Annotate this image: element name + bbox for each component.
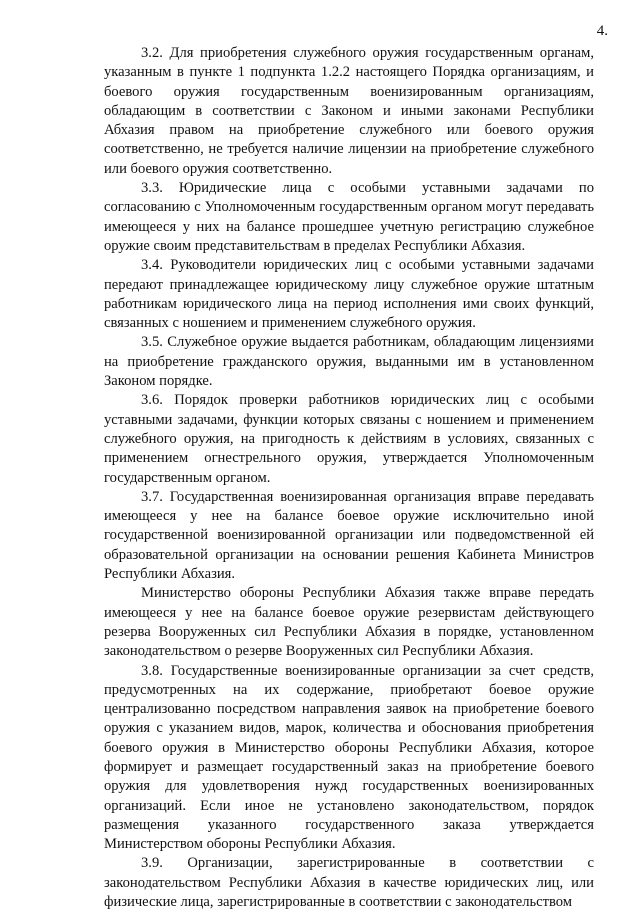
paragraph-3-7-continued: Министерство обороны Республики Абхазия также вправе передать имеющееся у нее на балансе боевое оружие резервистам действующего резерва Вооруженных сил Республики Абхазия в порядке, установленном законодательством о резерве Вооруженных сил Республики Абхазия. — [104, 585, 594, 660]
paragraph-3-6: 3.6. Порядок проверки работников юридических лиц с особыми уставными задачами, функции которых связаны с ношением и применением служебного оружия, на пригодность к действиям в условиях, связанных с применением огнестрельного оружия, утверждается Уполномоченным государственным органом. — [104, 392, 594, 486]
paragraph-3-5: 3.5. Служебное оружие выдается работникам, обладающим лицензиями на приобретение гражданского оружия, выданными им в установленном Законом порядке. — [104, 334, 594, 390]
paragraph-3-8: 3.8. Государственные военизированные организации за счет средств, предусмотренных на их содержание, приобретают боевое оружие централизованно посредством направления заявок на приобретение боевого оружия с указанием видов, марок, количества и обоснования приобретения боевого оружия в Министерство обороны Республики Абхазия, которое формирует и размещает государственный заказ на приобретение боевого оружия для удовлетворения нужд государственных военизированных организаций. Если иное не установлено законодательством, порядок размещения указанного государственного заказа утверждается Министерством обороны Республики Абхазия. — [104, 662, 594, 853]
paragraph-3-4: 3.4. Руководители юридических лиц с особыми уставными задачами передают принадлежащее юридическому лицу служебное оружие штатным работникам юридического лица на период исполнения ими своих функций, связанных с ношением и применением служебного оружия. — [104, 257, 594, 332]
paragraph-3-9: 3.9. Организации, зарегистрированные в соответствии с законодательством Республики Абхазия в качестве юридических лиц, или физические лица, зарегистрированные в соответствии с законодательством — [104, 855, 594, 911]
paragraph-3-2: 3.2. Для приобретения служебного оружия государственным органам, указанным в пункте 1 подпункта 1.2.2 настоящего Порядка организациям, и боевого оружия государственным военизированным организациям, обладающим в соответствии с Законом и иными законами Республики Абхазия правом на приобретение служебного или боевого оружия соответственно, не требуется наличие лицензии на приобретение служебного или боевого оружия соответственно. — [104, 45, 594, 177]
document-body — [104, 44, 594, 912]
page-number: 4. — [596, 23, 608, 39]
paragraph-3-3: 3.3. Юридические лица с особыми уставными задачами по согласованию с Уполномоченным государственным органом могут передавать имеющееся у них на балансе прошедшее учетную регистрацию служебное оружие своим представительствам в пределах Республики Абхазия. — [104, 180, 594, 254]
paragraph-3-7: 3.7. Государственная военизированная организация вправе передавать имеющееся у нее на балансе боевое оружие исключительно иной государственной военизированной организации или подведомственной ей образовательной организации на основании решения Кабинета Министров Республики Абхазия. — [104, 488, 594, 583]
